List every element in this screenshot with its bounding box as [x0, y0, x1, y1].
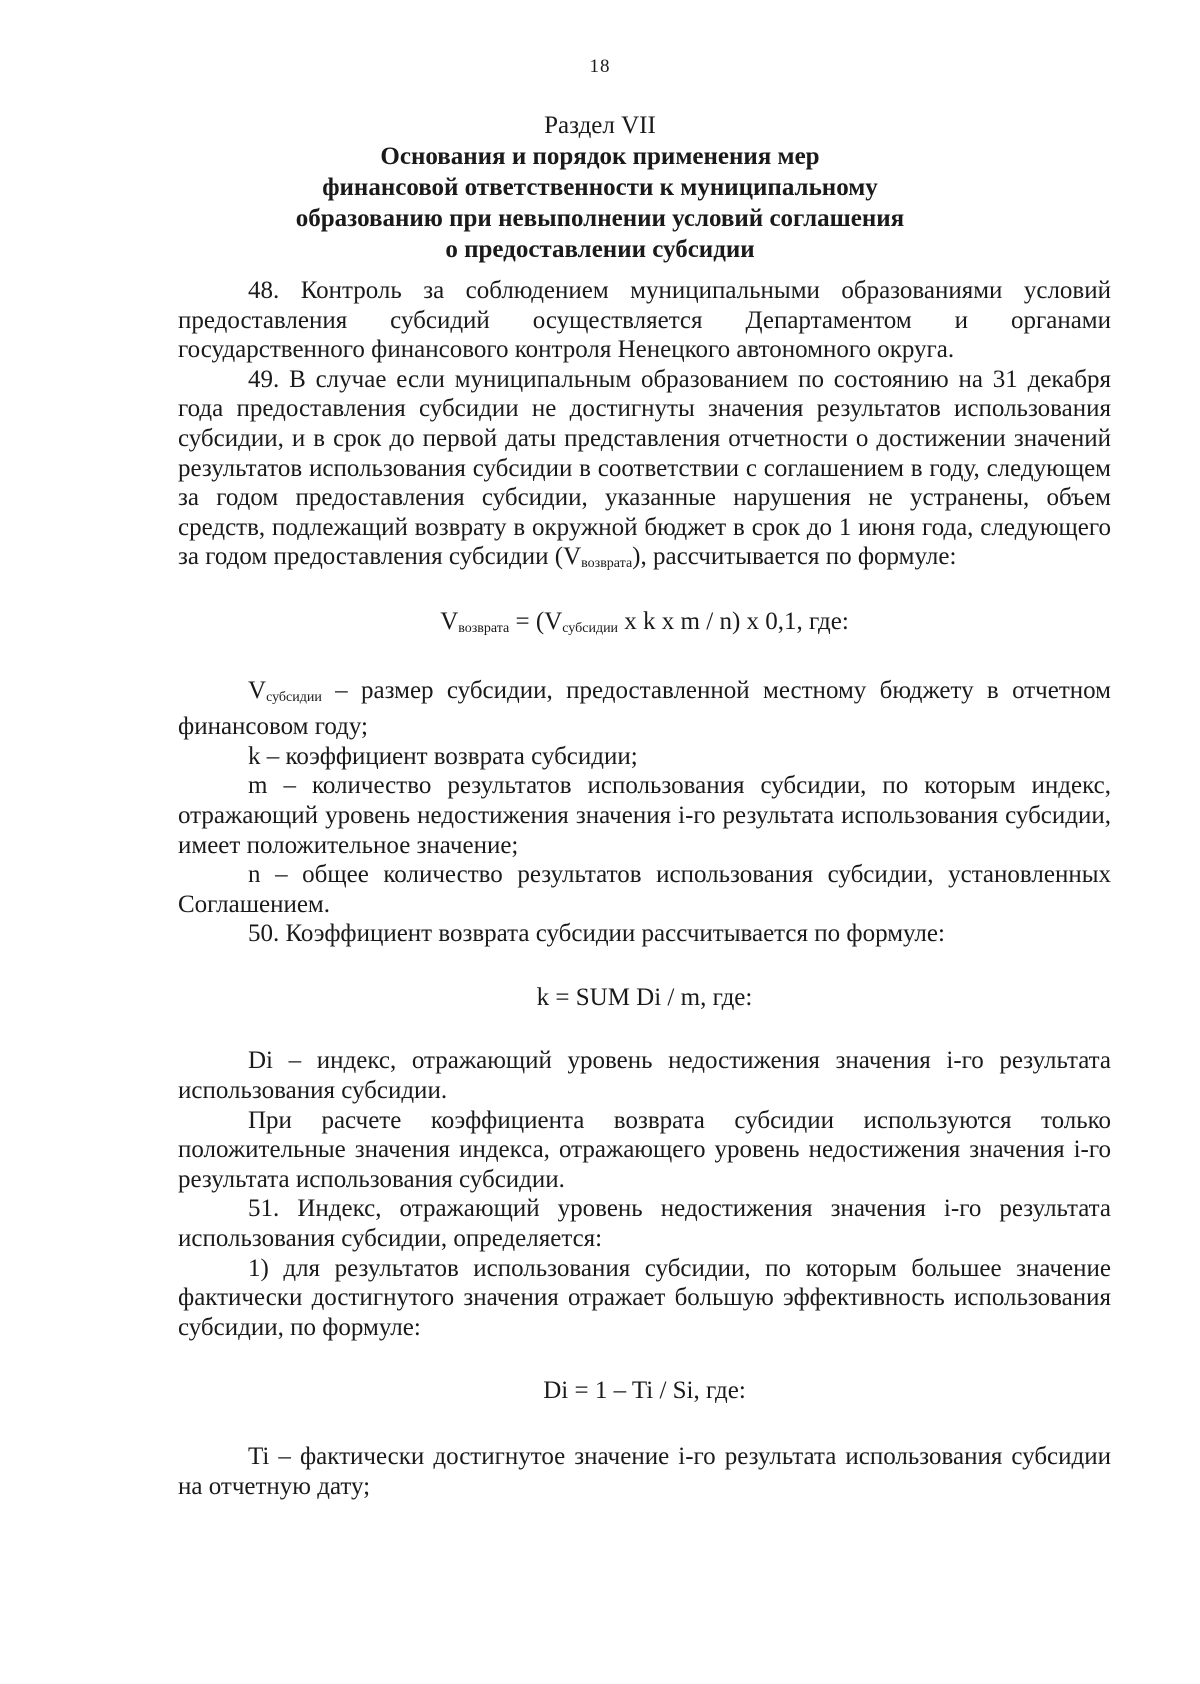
paragraph-48: 48. Контроль за соблюдением муниципальными образованиями условий предоставления субсидий осуществляется Департаментом и органами государственного финансового контроля Ненецкого автономного округа. [178, 277, 1111, 364]
formula1-v: V [440, 607, 459, 635]
paragraph-49 [178, 365, 1111, 579]
formula-index: Di = 1 – Ti / Si, где: [543, 1377, 746, 1405]
paragraph-50: 50. Коэффициент возврата субсидии рассчитывается по формуле: [248, 920, 945, 948]
definition-n: n – общее количество результатов использования субсидии, установленных Соглашением. [178, 861, 1111, 918]
paragraph-calculation-note: При расчете коэффициента возврата субсидии используются только положительные значения индекса, отражающего уровень недостижения значения i-го результата использования субсидии. [178, 1106, 1111, 1193]
paragraph-49-text: 49. В случае если муниципальным образованием по состоянию на 31 декабря года предоставления субсидии не достигнуты значения результатов использования субсидии, и в срок до первой даты представления отчетности о достижении значений результатов использования субсидии в соответствии с соглашением в году, следующем за годом предоставления субсидии, указанные нарушения не устранены, объем средств, подлежащий возврату в окружной бюджет в срок до 1 июня года, следующего за годом предоставления субсидии (V [178, 365, 1111, 571]
formula1-mid: = (V [509, 607, 563, 635]
page-number: 18 [589, 56, 611, 77]
paragraph-49-tail: ), рассчитывается по формуле: [632, 543, 957, 571]
formula-refund-volume [178, 607, 1111, 644]
formula1-rest: x k x m / n) x 0,1, где: [618, 607, 849, 635]
definition-k: k – коэффициент возврата субсидии; [248, 742, 638, 770]
formula-coefficient: k = SUM Di / m, где: [536, 983, 753, 1011]
section-title-line-2: финансовой ответственности к муниципальному [322, 174, 878, 201]
def-v-symbol: V [248, 676, 267, 704]
paragraph-51-item-1: 1) для результатов использования субсидии, по которым большее значение фактически достигнутого значения отражает большую эффективность использования субсидии, по формуле: [178, 1254, 1111, 1341]
section-heading [0, 110, 1200, 265]
section-title-line-1: Основания и порядок применения мер [380, 143, 820, 170]
definition-m: m – количество результатов использования субсидии, по которым индекс, отражающий уровень недостижения значения i-го результата использования субсидии, имеет положительное значение; [178, 772, 1111, 859]
definition-v-subsidy [178, 676, 1111, 742]
section-title-line-3: образованию при невыполнении условий соглашения [295, 205, 905, 232]
def-v-text: – размер субсидии, предоставленной местному бюджету в отчетном финансовом году; [178, 676, 1111, 741]
definition-di: Di – индекс, отражающий уровень недостижения значения i-го результата использования субсидии. [178, 1047, 1111, 1105]
def-v-subscript: субсидии [266, 689, 322, 705]
section-title-line-4: о предоставлении субсидии [445, 236, 755, 263]
section-label: Раздел VII [544, 112, 656, 139]
formula1-sub-subsidy: субсидии [562, 620, 619, 636]
definition-ti: Ti – фактически достигнутое значение i-го результата использования субсидии на отчетную дату; [178, 1443, 1111, 1500]
paragraph-49-subscript: возврата [581, 556, 633, 572]
paragraph-51: 51. Индекс, отражающий уровень недостижения значения i-го результата использования субсидии, определяется: [178, 1195, 1111, 1253]
document-body [178, 276, 1111, 1501]
formula1-sub-refund: возврата [458, 620, 510, 636]
